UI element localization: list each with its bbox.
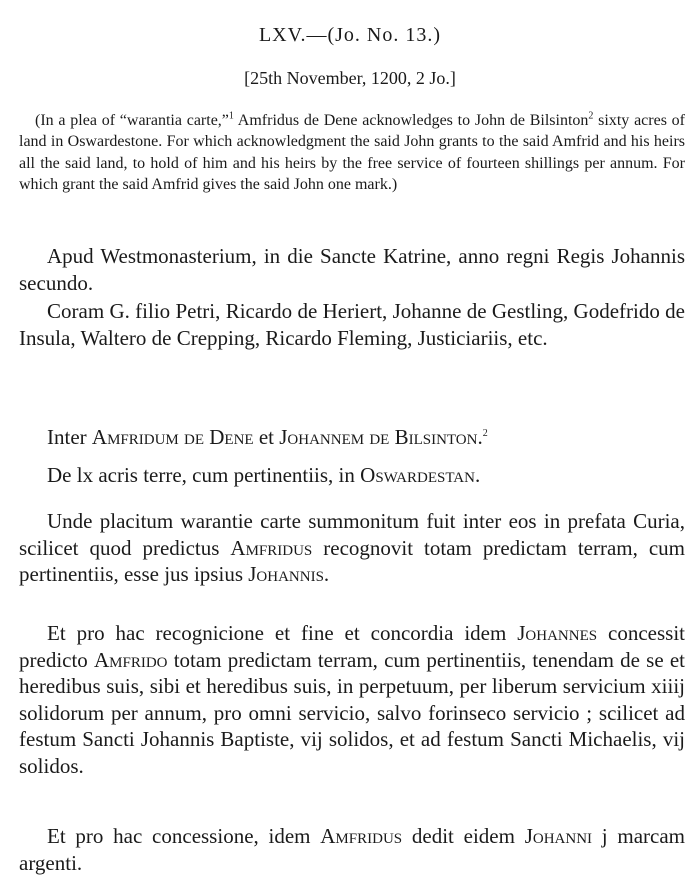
et1-part-1: Et pro hac recognicione et fine et concordia idem — [47, 621, 518, 645]
latin-paragraph-et-recognicione — [19, 620, 685, 779]
footnote-marker-inter: 2 — [482, 428, 488, 439]
document-date: [25th November, 1200, 2 Jo.] — [244, 68, 456, 88]
summary-text-2: Amfridus de Dene acknowledges to John de Bilsinton — [233, 112, 589, 129]
unde-part-1: Unde placitum warantie carte summonitum fuit inter eos in prefata Curia, scilicet quod predictus — [19, 509, 685, 560]
latin-paragraph-coram — [19, 298, 685, 351]
et2-part-1: Et pro hac concessione, idem — [47, 824, 321, 848]
place-name: Oswardestan. — [360, 463, 481, 487]
et1-text — [19, 620, 685, 779]
unde-text — [19, 508, 685, 588]
party-name-johannem: Johannem de Bilsinton. — [279, 425, 483, 449]
name-johannis: Johannis. — [248, 562, 330, 586]
footnote-marker-1: 1 — [228, 110, 234, 122]
footnote-marker-2: 2 — [588, 110, 594, 122]
summary-paragraph — [19, 110, 685, 195]
et2-text — [19, 823, 685, 876]
name-amfridus-2: Amfridus — [320, 824, 403, 848]
et2-part-2: dedit eidem — [402, 824, 525, 848]
et1-part-2: concessit predicto — [19, 621, 685, 672]
party-name-amfridum: Amfridum de Dene — [91, 425, 254, 449]
latin-paragraph-apud — [19, 243, 685, 296]
name-johannes: Johannes — [517, 621, 598, 645]
de-text — [19, 462, 685, 489]
latin-paragraph-inter — [19, 424, 685, 451]
coram-text: Coram G. filio Petri, Ricardo de Heriert, Johanne de Gestling, Godefrido de Insula, Waltero de Crepping, Ricardo Fleming, Justiciariis, etc. — [19, 299, 685, 350]
latin-paragraph-de — [19, 462, 685, 489]
english-summary — [19, 110, 685, 195]
latin-paragraph-unde — [19, 508, 685, 588]
name-johanni: Johanni — [524, 824, 593, 848]
name-amfridus: Amfridus — [230, 535, 313, 560]
et1-part-3: totam predictam terram, cum pertinentiis, tenendam de se et heredibus suis, sibi et heredibus suis, in perpetuum, per liberum servicium xiiij solidorum per annum, pro omni servicio, salvo forinseco servicio ; scilicet ad festum Sancti Johannis Baptiste, vij solidos, et ad festum Sancti Michaelis, vij solidos. — [19, 647, 685, 778]
document-heading: LXV.—(Jo. No. 13.) — [258, 24, 442, 46]
inter-middle: et — [253, 425, 280, 449]
apud-text: Apud Westmonasterium, in die Sancte Katrine, anno regni Regis Johannis secundo. — [19, 244, 685, 295]
et2-part-3: j marcam argenti. — [19, 824, 685, 875]
summary-text-1: (In a plea of “warantia carte,” — [35, 112, 229, 129]
unde-part-2: recognovit totam predictam terram, cum pertinentiis, esse jus ipsius — [19, 535, 686, 586]
latin-paragraph-et-concessione — [19, 823, 685, 876]
inter-prefix: Inter — [47, 425, 92, 449]
inter-text — [19, 424, 685, 451]
de-prefix: De lx acris terre, cum pertinentiis, in — [47, 463, 361, 487]
name-amfrido: Amfrido — [94, 647, 168, 672]
summary-text-3: sixty acres of land in Oswardestone. For which acknowledgment the said John grants to the said Amfrid and his heirs all the said land, to hold of him and his heirs by the free service of fourteen shillings per annum. For which grant the said Amfrid gives the said John one mark.) — [19, 112, 686, 193]
